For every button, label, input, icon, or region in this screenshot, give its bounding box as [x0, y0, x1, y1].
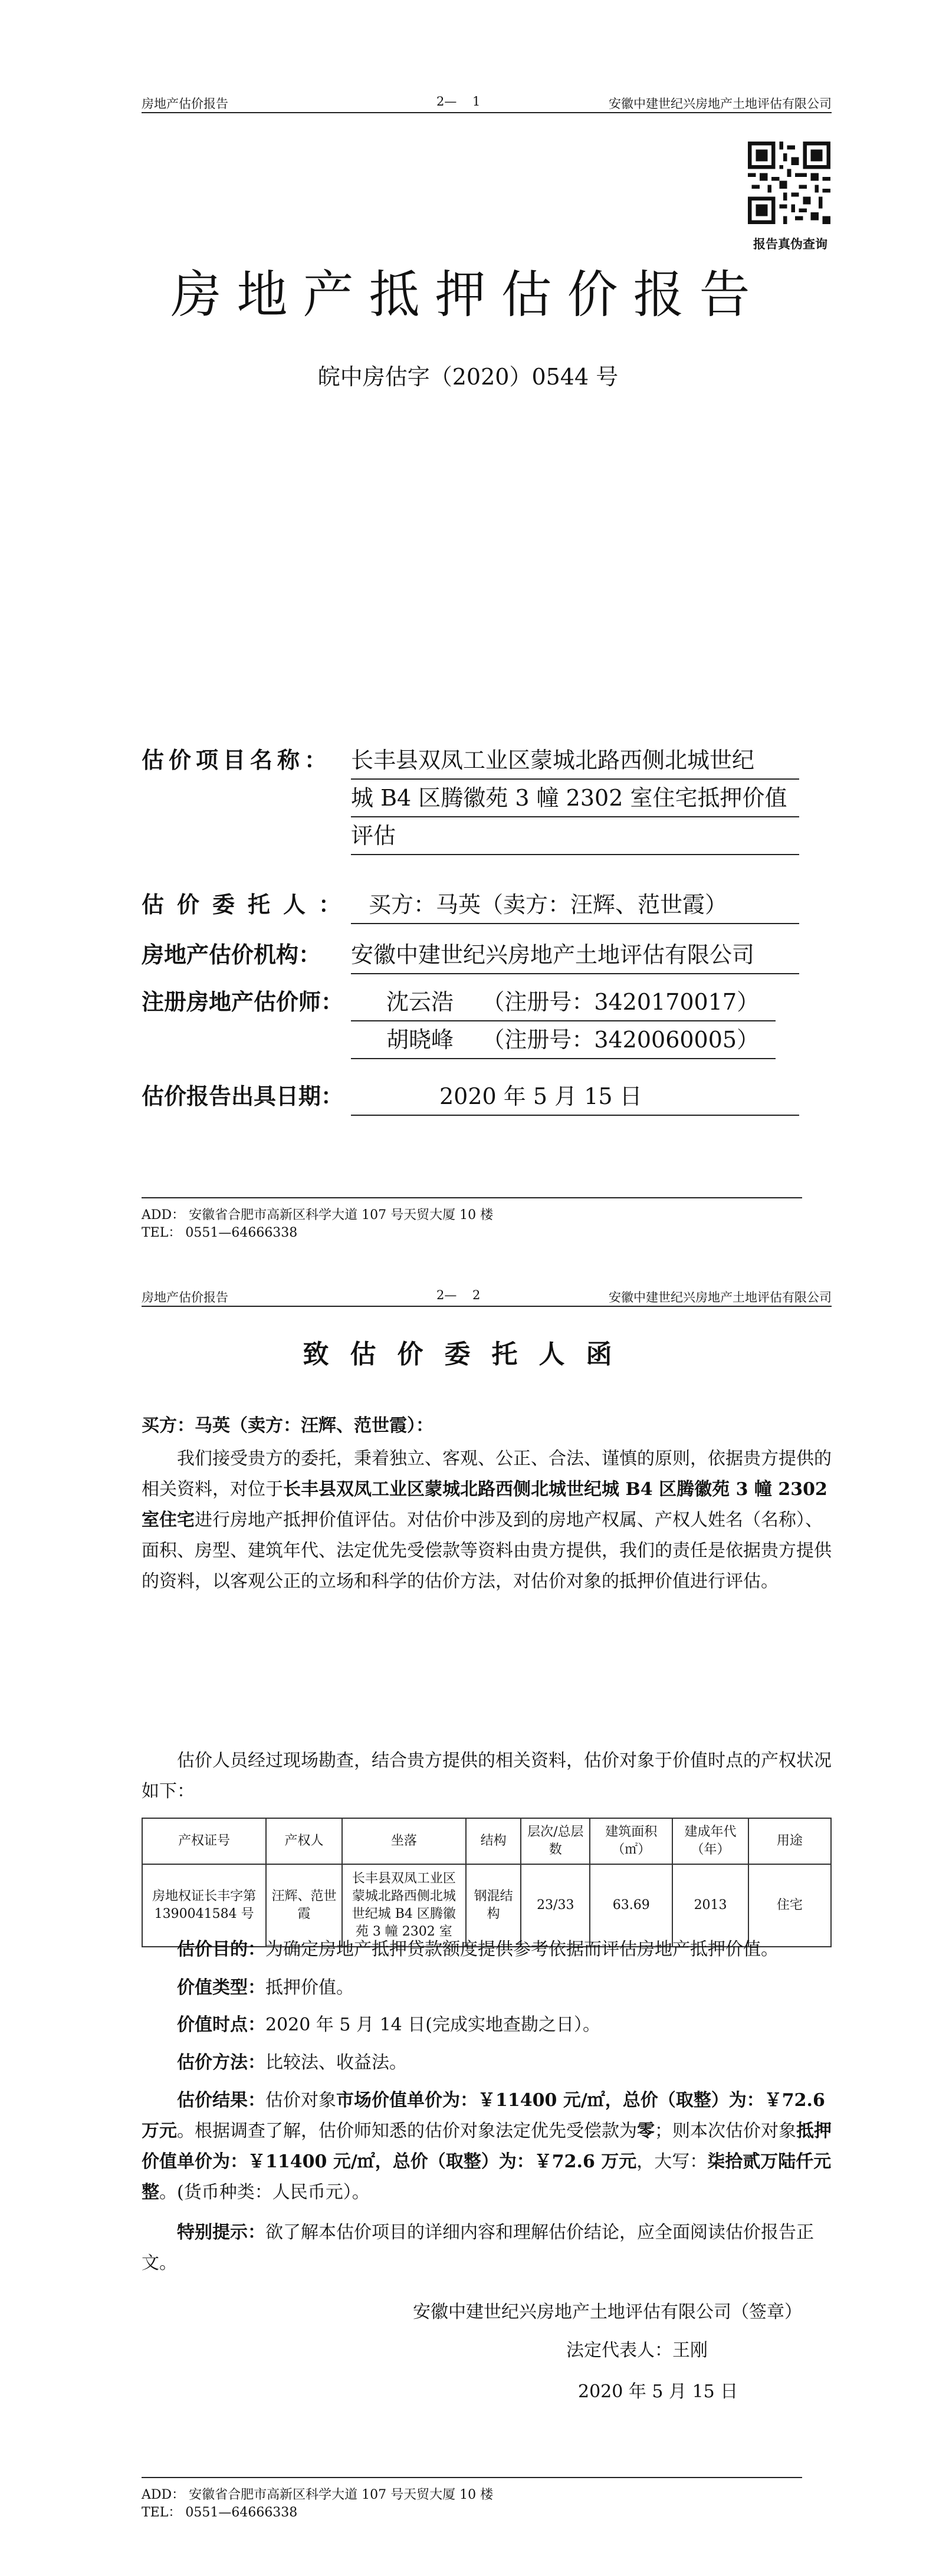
purpose-value: 为确定房地产抵押贷款额度提供参考依据而评估房地产抵押价值。	[265, 1939, 779, 1960]
report-date-field	[142, 1078, 802, 1115]
table-header-row	[142, 1818, 831, 1864]
value-time-value: 2020 年 5 月 14 日(完成实地查勘之日）。	[265, 2015, 600, 2035]
result-label: 估价结果：	[177, 2090, 265, 2111]
result-text: 。(货币种类：人民币元）。	[159, 2182, 370, 2203]
result-text: ；则本次估价对象	[655, 2121, 796, 2141]
signature-company: 安徽中建世纪兴房地产土地评估有限公司（签章）	[413, 2302, 802, 2322]
table-cell: 钢混结构	[466, 1864, 521, 1947]
header-left: 房地产估价报告	[142, 1290, 228, 1305]
priority-payment: 零	[637, 2121, 655, 2141]
notice-value: 欲了解本估价项目的详细内容和理解估价结论，应全面阅读估价报告正文。	[142, 2222, 814, 2273]
para1-text-a: 我们接受贵方的委托，秉着独立、客观、公正、合法、谨慎的原则，依据贵方提供的相关资料，对位于	[142, 1448, 832, 1500]
table-cell: 房地权证长丰字第 1390041584 号	[142, 1864, 266, 1947]
value-type-label: 价值类型：	[177, 1977, 265, 1998]
page-footer	[142, 2477, 802, 2522]
page-header	[142, 1288, 832, 1307]
qr-code-icon[interactable]	[748, 142, 830, 224]
table-cell: 汪辉、范世霞	[266, 1864, 341, 1947]
market-value: 市场价值单价为：￥11400 元/㎡，总价（取整）为：￥72.6 万元	[142, 2090, 825, 2141]
header-left: 房地产估价报告	[142, 97, 228, 111]
table-cell: 63.69	[590, 1864, 672, 1947]
letter-paragraph-2: 估价人员经过现场勘查，结合贵方提供的相关资料，估价对象于价值时点的产权状况如下：	[142, 1750, 832, 1802]
header-right: 安徽中建世纪兴房地产土地评估有限公司	[609, 1290, 832, 1305]
value-time-label: 价值时点：	[177, 2015, 265, 2035]
footer-rule	[142, 2477, 802, 2478]
appraiser-1: 沈云浩 （注册号：3420170017）	[351, 984, 776, 1021]
amount-in-words: 柒拾贰万陆仟元整	[142, 2151, 832, 2203]
project-name-label: 估价项目名称：	[142, 747, 332, 773]
footer-phone: TEL： 0551—64666338	[142, 2505, 298, 2520]
result-paragraph	[142, 2085, 832, 2208]
project-line: 长丰县双凤工业区蒙城北路西侧北城世纪	[351, 742, 799, 780]
qr-caption: 报告真伪查询	[753, 236, 827, 251]
table-header-cell: 产权人	[266, 1818, 341, 1864]
signature-date: 2020 年 5 月 15 日	[578, 2381, 738, 2402]
letter-salutation: 买方：马英（卖方：汪辉、范世霞）：	[142, 1415, 433, 1436]
value-type-value: 抵押价值。	[265, 1977, 354, 1998]
letter-title: 致估价委托人函	[303, 1339, 633, 1369]
table-header-cell: 建筑面积（㎡）	[590, 1818, 672, 1864]
table-header-cell: 坐落	[342, 1818, 466, 1864]
report-date-value: 2020 年 5 月 15 日	[351, 1078, 799, 1116]
report-title: 房地产抵押估价报告	[170, 265, 766, 324]
page-header	[142, 94, 832, 113]
project-name-value	[351, 742, 799, 855]
table-cell: 长丰县双凤工业区蒙城北路西侧北城世纪城 B4 区腾徽苑 3 幢 2302 室	[342, 1864, 466, 1947]
footer-address: ADD： 安徽省合肥市高新区科学大道 107 号天贸大厦 10 楼	[142, 2488, 494, 2502]
header-page-number: 2— 2	[436, 1288, 481, 1302]
para1-property-address: 长丰县双凤工业区蒙城北路西侧北城世纪城 B4 区腾徽苑 3 幢 2302 室住宅	[142, 1479, 827, 1530]
table-cell: 23/33	[521, 1864, 590, 1947]
property-rights-table	[142, 1818, 832, 1947]
table-header-cell: 用途	[748, 1818, 831, 1864]
result-text: 估价对象	[265, 2090, 336, 2111]
notice-label: 特别提示：	[177, 2222, 265, 2243]
report-date-label: 估价报告出具日期：	[142, 1083, 344, 1109]
purpose-line	[142, 1934, 832, 1965]
project-line: 城 B4 区腾徽苑 3 幢 2302 室住宅抵押价值	[351, 780, 799, 817]
footer-rule	[142, 1197, 802, 1198]
value-time-line	[142, 2010, 832, 2041]
appraiser-values	[351, 984, 776, 1059]
header-right: 安徽中建世纪兴房地产土地评估有限公司	[609, 97, 832, 111]
agency-label: 房地产估价机构：	[142, 941, 321, 968]
letter-paragraph-1	[142, 1444, 832, 1597]
client-field	[142, 886, 802, 923]
agency-value: 安徽中建世纪兴房地产土地评估有限公司	[351, 937, 799, 974]
appraiser-field	[142, 984, 802, 1066]
client-label: 估价委托人：	[142, 891, 354, 918]
mortgage-value: 抵押价值单价为：￥11400 元/㎡，总价（取整）为：￥72.6 万元	[142, 2121, 832, 2172]
table-header-cell: 层次/总层数	[521, 1818, 590, 1864]
footer-address: ADD： 安徽省合肥市高新区科学大道 107 号天贸大厦 10 楼	[142, 1208, 494, 1223]
value-type-line	[142, 1973, 832, 2003]
method-value: 比较法、收益法。	[265, 2052, 407, 2073]
result-text: 。根据调查了解，估价师知悉的估价对象法定优先受偿款为	[177, 2121, 637, 2141]
result-text: ，大写：	[636, 2151, 708, 2172]
page-footer	[142, 1197, 802, 1242]
signature-representative: 法定代表人：王刚	[566, 2340, 708, 2361]
appraiser-label: 注册房地产估价师：	[142, 988, 344, 1015]
appraiser-2: 胡晓峰 （注册号：3420060005）	[351, 1021, 776, 1059]
footer-phone: TEL： 0551—64666338	[142, 1225, 298, 1240]
method-label: 估价方法：	[177, 2052, 265, 2073]
cover-page	[0, 0, 936, 1286]
table-header-cell: 建成年代（年）	[672, 1818, 748, 1864]
project-line: 评估	[351, 817, 799, 855]
purpose-label: 估价目的：	[177, 1939, 265, 1960]
para1-text-b: 进行房地产抵押价值评估。对估价中涉及到的房地产权属、产权人姓名（名称）、面积、房型、建筑年代、法定优先受偿款等资料由贵方提供，我们的责任是依据贵方提供的资料，以客观公正的立场和科学的估价方法，对估价对象的抵押价值进行评估。	[142, 1510, 832, 1592]
notice-paragraph	[142, 2217, 832, 2279]
table-header-cell: 产权证号	[142, 1818, 266, 1864]
table-cell: 住宅	[748, 1864, 831, 1947]
table-header-cell: 结构	[466, 1818, 521, 1864]
client-value: 买方：马英（卖方：汪辉、范世霞）	[351, 886, 799, 924]
header-page-number: 2— 1	[436, 94, 481, 109]
project-name-field	[142, 742, 802, 860]
document-number: 皖中房估字（2020）0544 号	[317, 364, 619, 390]
table-cell: 2013	[672, 1864, 748, 1947]
agency-field	[142, 937, 802, 973]
method-line	[142, 2048, 832, 2078]
